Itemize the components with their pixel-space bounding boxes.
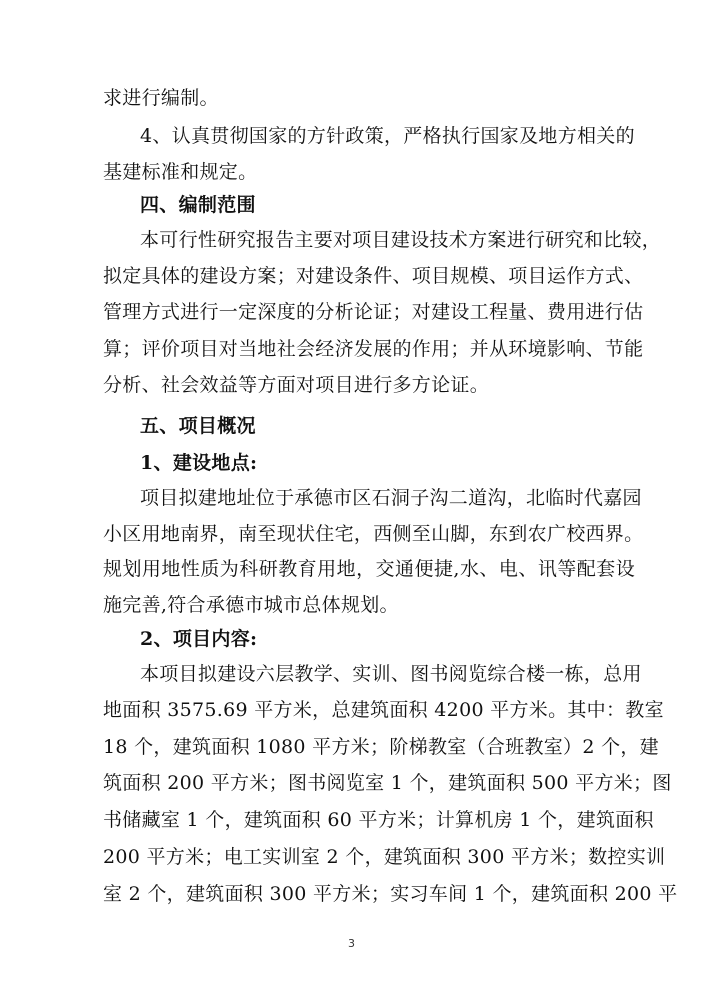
paragraph-line: 规划用地性质为科研教育用地，交通便捷,水、电、讯等配套设	[103, 558, 635, 580]
paragraph-line: 室 2 个，建筑面积 300 平方米；实习车间 1 个，建筑面积 200 平	[103, 883, 678, 905]
paragraph-line: 项目拟建地址位于承德市区石洞子沟二道沟，北临时代嘉园	[140, 487, 642, 509]
page-number: 3	[348, 937, 355, 950]
paragraph-line: 书储藏室 1 个，建筑面积 60 平方米；计算机房 1 个，建筑面积	[103, 809, 654, 831]
paragraph-line: 本可行性研究报告主要对项目建设技术方案进行研究和比较，	[140, 229, 662, 251]
paragraph-line: 管理方式进行一定深度的分析论证；对建设工程量、费用进行估	[103, 301, 644, 323]
section-heading: 五、项目概况	[140, 415, 256, 437]
subsection-heading: 1、建设地点:	[140, 452, 258, 474]
paragraph-line: 拟定具体的建设方案；对建设条件、项目规模、项目运作方式、	[103, 265, 644, 287]
paragraph-line: 4、认真贯彻国家的方针政策，严格执行国家及地方相关的	[140, 125, 635, 147]
section-heading: 四、编制范围	[140, 194, 256, 216]
paragraph-line: 算；评价项目对当地社会经济发展的作用；并从环境影响、节能	[103, 338, 644, 360]
paragraph-line: 基建标准和规定。	[103, 161, 258, 183]
subsection-heading: 2、项目内容:	[140, 628, 258, 650]
paragraph-line: 18 个，建筑面积 1080 平方米；阶梯教室（合班教室）2 个，建	[103, 736, 659, 758]
paragraph-line: 200 平方米；电工实训室 2 个，建筑面积 300 平方米；数控实训	[103, 846, 666, 868]
paragraph-line: 本项目拟建设六层教学、实训、图书阅览综合楼一栋，总用	[140, 663, 642, 685]
paragraph-line: 小区用地南界，南至现状住宅，西侧至山脚，东到农广校西界。	[103, 523, 644, 545]
paragraph-line: 地面积 3575.69 平方米，总建筑面积 4200 平方米。其中：教室	[103, 699, 664, 721]
paragraph-line: 分析、社会效益等方面对项目进行多方论证。	[103, 374, 490, 396]
paragraph-line: 筑面积 200 平方米；图书阅览室 1 个，建筑面积 500 平方米；图	[103, 772, 672, 794]
paragraph-line: 求进行编制。	[103, 87, 219, 109]
paragraph-line: 施完善,符合承德市城市总体规划。	[103, 594, 399, 616]
